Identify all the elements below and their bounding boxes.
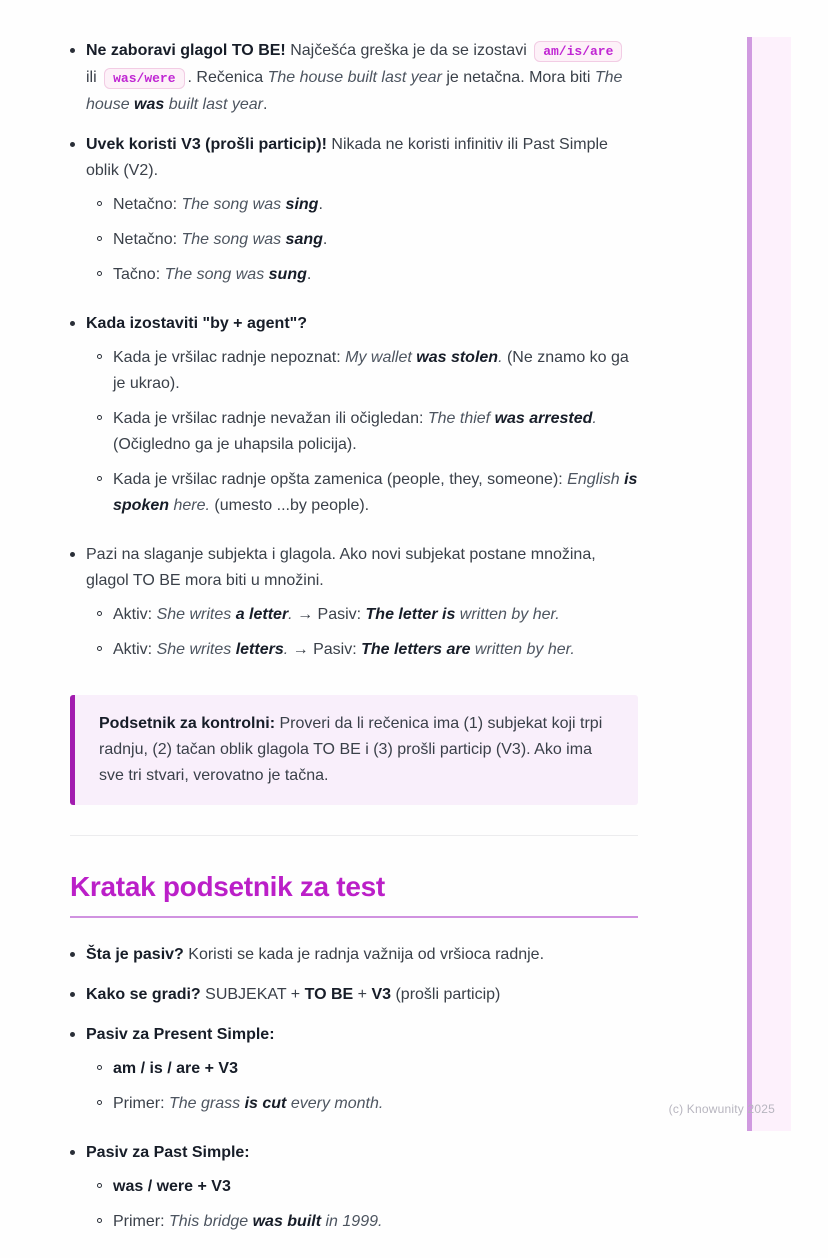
list-item-text <box>86 542 638 594</box>
text-run: was stolen <box>416 349 499 366</box>
text-run: Kada izostaviti "by + agent"? <box>86 315 307 332</box>
notes-list <box>70 38 638 672</box>
sub-list-item <box>97 262 638 288</box>
text-run: a letter <box>235 606 289 623</box>
text-run: My wallet <box>345 349 417 366</box>
list-item-text <box>86 311 638 337</box>
bullet-icon <box>70 552 75 557</box>
list-item-text <box>86 982 638 1008</box>
list-item-body <box>86 982 638 1008</box>
text-run: (umesto ...by people). <box>209 497 370 514</box>
bullet-icon <box>70 321 75 326</box>
inline-code-chip: am/is/are <box>534 41 622 62</box>
text-run: Pasiv za Past Simple: <box>86 1144 250 1161</box>
circle-bullet-icon <box>97 236 102 241</box>
sub-list-item-text <box>113 467 638 519</box>
text-run: . <box>318 196 323 213</box>
sub-list-item <box>97 1056 638 1082</box>
bullet-icon <box>70 48 75 53</box>
list-item-text <box>86 132 638 184</box>
text-run: sang <box>285 231 323 248</box>
bullet-icon <box>70 952 75 957</box>
sub-list <box>86 602 638 663</box>
list-item-text <box>86 1140 638 1166</box>
sub-list-item <box>97 637 638 663</box>
sub-list-item-text <box>113 1056 238 1082</box>
notes-content <box>70 38 638 1258</box>
list-item <box>70 942 638 968</box>
list-item-text <box>86 942 638 968</box>
circle-bullet-icon <box>97 476 102 481</box>
list-item <box>70 132 638 297</box>
sub-list <box>86 192 638 288</box>
list-item <box>70 1022 638 1126</box>
text-run: . <box>263 96 268 113</box>
text-run: . <box>322 231 328 248</box>
circle-bullet-icon <box>97 415 102 420</box>
text-run: . <box>592 410 597 427</box>
summary-list <box>70 942 638 1244</box>
text-run: was arrested <box>494 410 593 427</box>
sub-list-item-text <box>113 262 311 288</box>
sub-list-item <box>97 1174 638 1200</box>
text-run: built last year <box>164 96 264 113</box>
text-run: written by her. <box>470 641 575 658</box>
text-run: (Ne znamo ko ga je ukrao). <box>113 349 629 392</box>
sub-list-item-text <box>113 192 323 218</box>
text-run: She writes <box>156 606 236 623</box>
text-run: sung <box>268 266 307 283</box>
list-item <box>70 1140 638 1244</box>
list-item-body <box>86 942 638 968</box>
sub-list-item-text <box>113 1174 231 1200</box>
sub-list-item <box>97 345 638 397</box>
text-run: Proveri da li rečenica ima (1) subjekat koji trpi radnju, (2) tačan oblik glagola TO BE i (3) prošli particip (V3). Ako ima sve tri stvari, verovatno je tačna. <box>99 715 603 784</box>
list-item <box>70 311 638 528</box>
text-run: The thief <box>427 410 495 427</box>
sub-list-item <box>97 1091 638 1117</box>
list-item-body <box>86 132 638 297</box>
list-item <box>70 982 638 1008</box>
circle-bullet-icon <box>97 201 102 206</box>
sub-list-item-text <box>113 1091 383 1117</box>
text-run: here. <box>169 497 210 514</box>
text-run: Tačno: <box>113 266 165 283</box>
text-run: every month. <box>286 1095 384 1112</box>
list-item-body <box>86 542 638 672</box>
sub-list-item-text <box>113 602 560 628</box>
text-run: This bridge <box>169 1213 253 1230</box>
circle-bullet-icon <box>97 1183 102 1188</box>
circle-bullet-icon <box>97 271 102 276</box>
copyright-watermark: (c) Knowunity 2025 <box>668 1102 775 1116</box>
text-run: . <box>498 349 503 366</box>
text-run: The song was <box>164 266 269 283</box>
text-run: Nikada ne koristi infinitiv ili Past Simple oblik (V2). <box>86 136 608 179</box>
sub-list <box>86 1174 638 1235</box>
text-run: Pasiv za Present Simple: <box>86 1026 275 1043</box>
page-edge-line <box>747 37 752 1131</box>
text-run: SUBJEKAT + <box>200 986 305 1003</box>
text-run: was / were + V3 <box>113 1178 231 1195</box>
bullet-icon <box>70 1032 75 1037</box>
text-run: The song was <box>181 231 286 248</box>
list-item-text <box>86 1022 638 1048</box>
circle-bullet-icon <box>97 354 102 359</box>
text-run: + <box>353 986 372 1003</box>
list-item-body <box>86 1022 638 1126</box>
text-run: . Rečenica <box>187 69 268 86</box>
callout-box <box>70 695 638 805</box>
text-run: sing <box>285 196 319 213</box>
sub-list-item-text <box>113 406 638 458</box>
sub-list-item <box>97 406 638 458</box>
text-run: (Očigledno ga je uhapsila policija). <box>113 436 357 453</box>
text-run: je netačna. Mora biti <box>441 69 595 86</box>
sub-list-item <box>97 192 638 218</box>
text-run: Aktiv: <box>113 641 157 658</box>
text-run: Kada je vršilac radnje nepoznat: <box>113 349 346 366</box>
circle-bullet-icon <box>97 646 102 651</box>
text-run: is cut <box>244 1095 287 1112</box>
bullet-icon <box>70 142 75 147</box>
text-run: V3 <box>371 986 392 1003</box>
sub-list-item-text <box>113 1209 382 1235</box>
text-run: English <box>567 471 625 488</box>
text-run: Primer: <box>113 1095 169 1112</box>
list-item-body <box>86 311 638 528</box>
text-run: was built <box>252 1213 322 1230</box>
sub-list-item <box>97 602 638 628</box>
sub-list <box>86 345 638 519</box>
text-run: Uvek koristi V3 (prošli particip)! <box>86 136 327 153</box>
text-run: Kada je vršilac radnje opšta zamenica (people, they, someone): <box>113 471 568 488</box>
list-item <box>70 38 638 118</box>
inline-code-chip: was/were <box>104 68 184 89</box>
text-run: is spoken <box>113 471 638 514</box>
sub-list <box>86 1056 638 1117</box>
text-run: The letter is <box>365 606 456 623</box>
text-run: written by her. <box>455 606 560 623</box>
sub-list-item <box>97 227 638 253</box>
text-run: She writes <box>156 641 236 658</box>
list-item-text <box>86 38 638 118</box>
text-run: . <box>283 641 289 658</box>
sub-list-item-text <box>113 227 327 253</box>
callout-text <box>99 711 614 789</box>
text-run: . <box>306 266 312 283</box>
text-run: Ne zaboravi glagol TO BE! <box>86 42 286 59</box>
text-run: Aktiv: <box>113 606 157 623</box>
text-run: . <box>288 606 293 623</box>
text-run: The house built last year <box>267 69 442 86</box>
text-run: (prošli particip) <box>391 986 501 1003</box>
list-item-body <box>86 38 638 118</box>
text-run: in 1999. <box>321 1213 383 1230</box>
text-run: Kada je vršilac radnje nevažan ili očigledan: <box>113 410 428 427</box>
text-run: → Pasiv: <box>292 606 366 623</box>
text-run: Netačno: <box>113 231 182 248</box>
text-run: Koristi se kada je radnja važnija od vršioca radnje. <box>183 946 545 963</box>
list-item <box>70 542 638 672</box>
text-run: TO BE <box>304 986 354 1003</box>
section-heading: Kratak podsetnik za test <box>70 871 638 918</box>
text-run: → Pasiv: <box>288 641 362 658</box>
text-run: Najčešća greška je da se izostavi <box>285 42 532 59</box>
sub-list-item <box>97 467 638 519</box>
text-run: The house <box>86 69 623 113</box>
text-run: Šta je pasiv? <box>86 946 184 963</box>
text-run: The grass <box>169 1095 245 1112</box>
text-run: Netačno: <box>113 196 182 213</box>
bullet-icon <box>70 1150 75 1155</box>
sub-list-item-text <box>113 637 575 663</box>
page-edge-strip <box>752 37 791 1131</box>
text-run: The letters are <box>361 641 471 658</box>
text-run: ili <box>86 69 102 86</box>
section-divider <box>70 835 638 836</box>
circle-bullet-icon <box>97 611 102 616</box>
text-run: Kako se gradi? <box>86 986 201 1003</box>
list-item-body <box>86 1140 638 1244</box>
text-run: am / is / are + V3 <box>113 1060 238 1077</box>
text-run: Primer: <box>113 1213 169 1230</box>
sub-list-item <box>97 1209 638 1235</box>
circle-bullet-icon <box>97 1065 102 1070</box>
text-run: The song was <box>181 196 286 213</box>
circle-bullet-icon <box>97 1100 102 1105</box>
text-run: letters <box>235 641 284 658</box>
circle-bullet-icon <box>97 1218 102 1223</box>
bullet-icon <box>70 992 75 997</box>
sub-list-item-text <box>113 345 638 397</box>
text-run: was <box>134 96 165 113</box>
text-run: Pazi na slaganje subjekta i glagola. Ako novi subjekat postane množina, glagol TO BE mora biti u množini. <box>86 546 596 589</box>
text-run: Podsetnik za kontrolni: <box>99 715 276 732</box>
